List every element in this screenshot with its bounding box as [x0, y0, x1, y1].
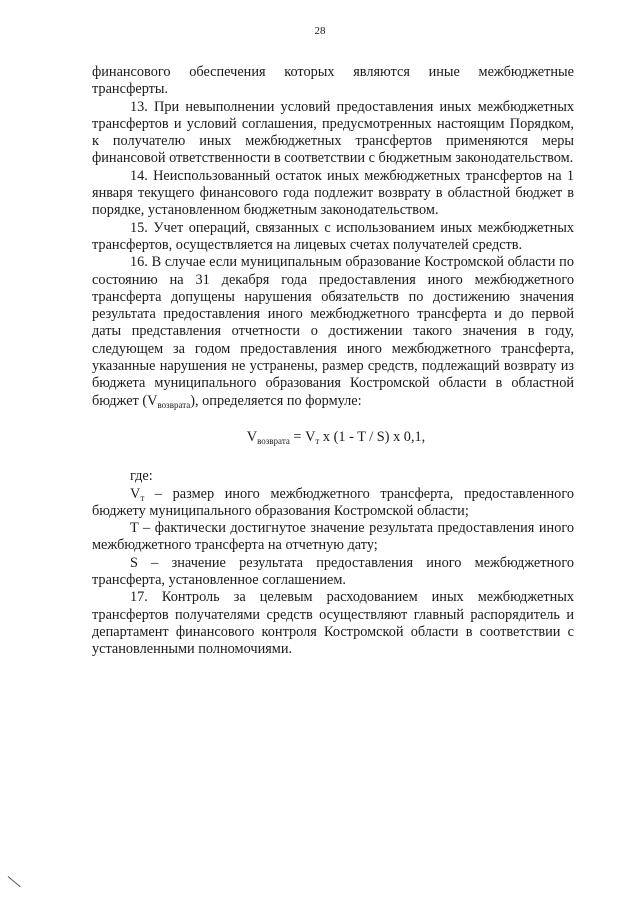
definition-vt-subscript: т — [140, 492, 145, 503]
paragraph-15: 15. Учет операций, связанных с использованием иных межбюджетных трансфертов, осуществляется на лицевых счетах получателей средств. — [92, 219, 574, 253]
definition-s: S – значение результата предоставления иного межбюджетного трансферта, установленное соглашением. — [92, 554, 574, 589]
definition-t: T – фактически достигнутое значение результата предоставления иного межбюджетного трансферта на отчетную дату; — [92, 520, 574, 554]
scan-corner-mark — [8, 876, 21, 887]
formula — [92, 429, 574, 446]
formula-rest: x (1 - T / S) x 0,1, — [319, 428, 426, 445]
definition-vt-symbol: V — [130, 485, 141, 502]
paragraph-14: 14. Неиспользованный остаток иных межбюджетных трансфертов на 1 января текущего финансового года подлежит возврату в областной бюджет в порядке, установленном бюджетным законодательством. — [92, 167, 574, 219]
paragraph-16-subscript: возврата — [157, 399, 191, 410]
definition-vt — [92, 486, 574, 521]
paragraph-16-tail: ), определяется по формуле: — [190, 392, 362, 409]
formula-t-subscript: т — [315, 435, 320, 446]
paragraph-13: 13. При невыполнении условий предоставления иных межбюджетных трансфертов и условий соглашения, предусмотренных настоящим Порядком, к получателю иных межбюджетных трансфертов применяются меры финансовой ответственности в соответствии с бюджетным законодательством. — [92, 98, 574, 167]
where-label: где: — [130, 468, 153, 485]
formula-v-subscript: возврата — [257, 435, 290, 446]
paragraph-16 — [92, 254, 574, 410]
paragraph-16-text: 16. В случае если муниципальным образование Костромской области по состоянию на 31 декабря года предоставления иного межбюджетного трансферта допущены нарушения обязательств по достижению значения результата предоставления иного межбюджетного трансферта и до первой даты представления отчетности о достижении такого значения в году, следующем за годом предоставления иного межбюджетного трансферта, указанные нарушения не устранены, размер средств, подлежащий возврату из бюджета муниципального образования Костромской области в областной бюджет (V — [92, 254, 574, 409]
document-body — [92, 64, 574, 659]
paragraph-17: 17. Контроль за целевым расходованием иных межбюджетных трансфертов получателями средств осуществляют главный распорядитель и департамент финансового контроля Костромской области в соответствии с установленными полномочиями. — [92, 589, 574, 658]
formula-v: V — [246, 428, 258, 445]
formula-mid: = V — [289, 428, 316, 445]
paragraph-continuation: финансового обеспечения которых являются иные межбюджетные трансферты. — [92, 64, 574, 98]
definition-vt-text: – размер иного межбюджетного трансферта, предоставленного бюджету муниципального образования Костромской области; — [92, 485, 574, 519]
page-number: 28 — [314, 25, 326, 37]
